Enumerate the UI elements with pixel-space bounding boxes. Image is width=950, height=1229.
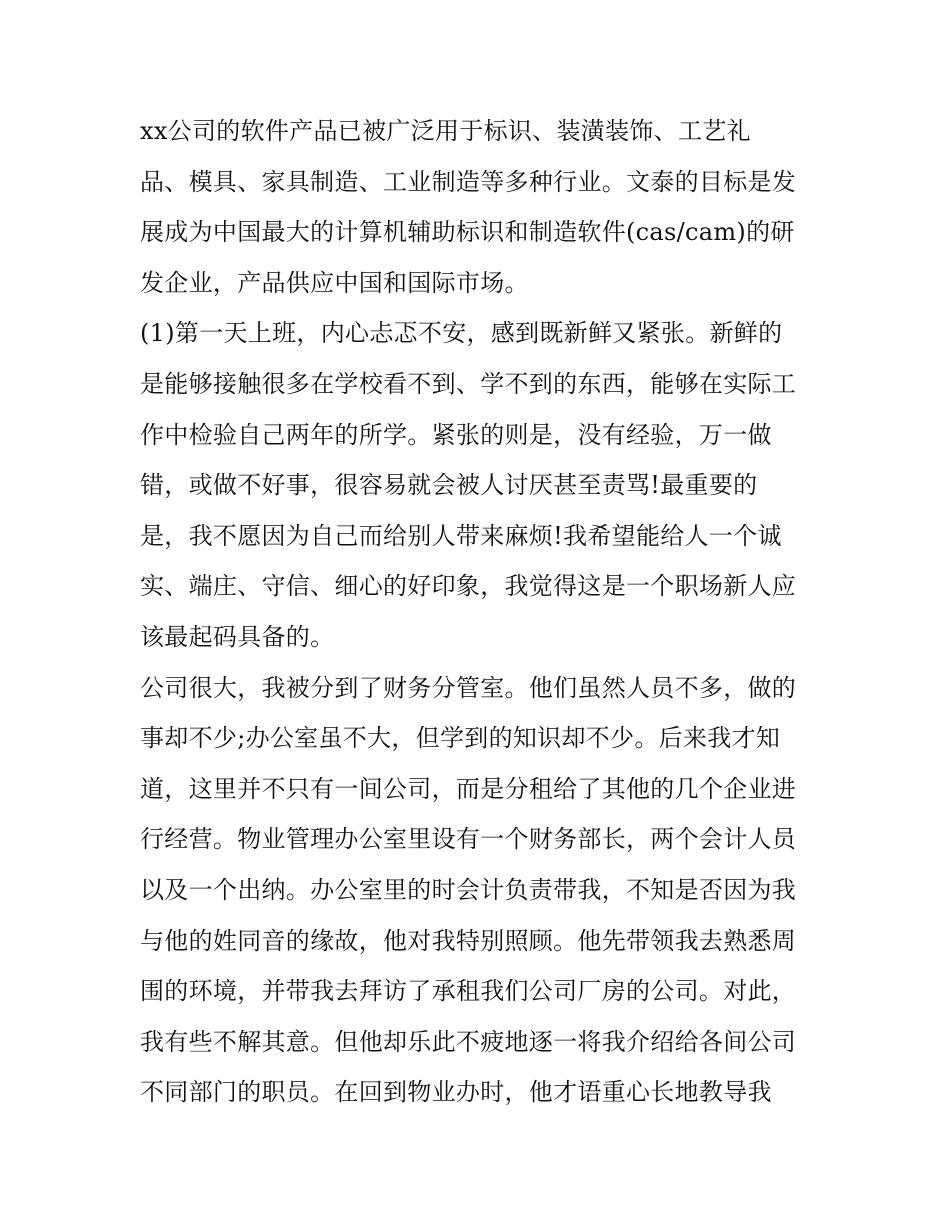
text-line: 与他的姓同音的缘故，他对我特别照顾。他先带领我去熟悉周 [140, 926, 797, 955]
text-line: 该最起码具备的。 [140, 622, 335, 651]
text-line: 不同部门的职员。在回到物业办时，他才语重心长地教导我 [140, 1078, 772, 1107]
text-line: 是，我不愿因为自己而给别人带来麻烦!我希望能给人一个诚 [140, 521, 782, 550]
text-line: 发企业，产品供应中国和国际市场。 [140, 268, 529, 297]
text-line: 是能够接触很多在学校看不到、学不到的东西，能够在实际工 [140, 369, 797, 398]
paragraph-finance-office [140, 663, 820, 1118]
paragraph-first-day [140, 308, 820, 662]
text-line: 实、端庄、守信、细心的好印象，我觉得这是一个职场新人应 [140, 572, 797, 601]
text-line: 事却不少;办公室虽不大，但学到的知识却不少。后来我才知 [140, 724, 781, 753]
text-line: 公司很大，我被分到了财务分管室。他们虽然人员不多，做的 [140, 673, 797, 702]
text-line: 行经营。物业管理办公室里设有一个财务部长，两个会计人员 [140, 825, 797, 854]
text-line: 道，这里并不只有一间公司，而是分租给了其他的几个企业进 [140, 774, 797, 803]
document-body [140, 106, 820, 1118]
text-line: 我有些不解其意。但他却乐此不疲地逐一将我介绍给各间公司 [140, 1027, 797, 1056]
text-line: 错，或做不好事，很容易就会被人讨厌甚至责骂!最重要的 [140, 471, 758, 500]
paragraph-company-intro [140, 106, 820, 308]
text-line: 作中检验自己两年的所学。紧张的则是，没有经验，万一做 [140, 420, 772, 449]
text-line: 以及一个出纳。办公室里的时会计负责带我，不知是否因为我 [140, 875, 797, 904]
text-line: 展成为中国最大的计算机辅助标识和制造软件(cas/cam)的研 [140, 218, 795, 247]
text-line: 品、模具、家具制造、工业制造等多种行业。文泰的目标是发 [140, 167, 797, 196]
text-line: xx公司的软件产品已被广泛用于标识、装潢装饰、工艺礼 [140, 117, 751, 145]
text-line: (1)第一天上班，内心忐忑不安，感到既新鲜又紧张。新鲜的 [140, 319, 783, 348]
text-line: 围的环境，并带我去拜访了承租我们公司厂房的公司。对此， [140, 977, 797, 1006]
